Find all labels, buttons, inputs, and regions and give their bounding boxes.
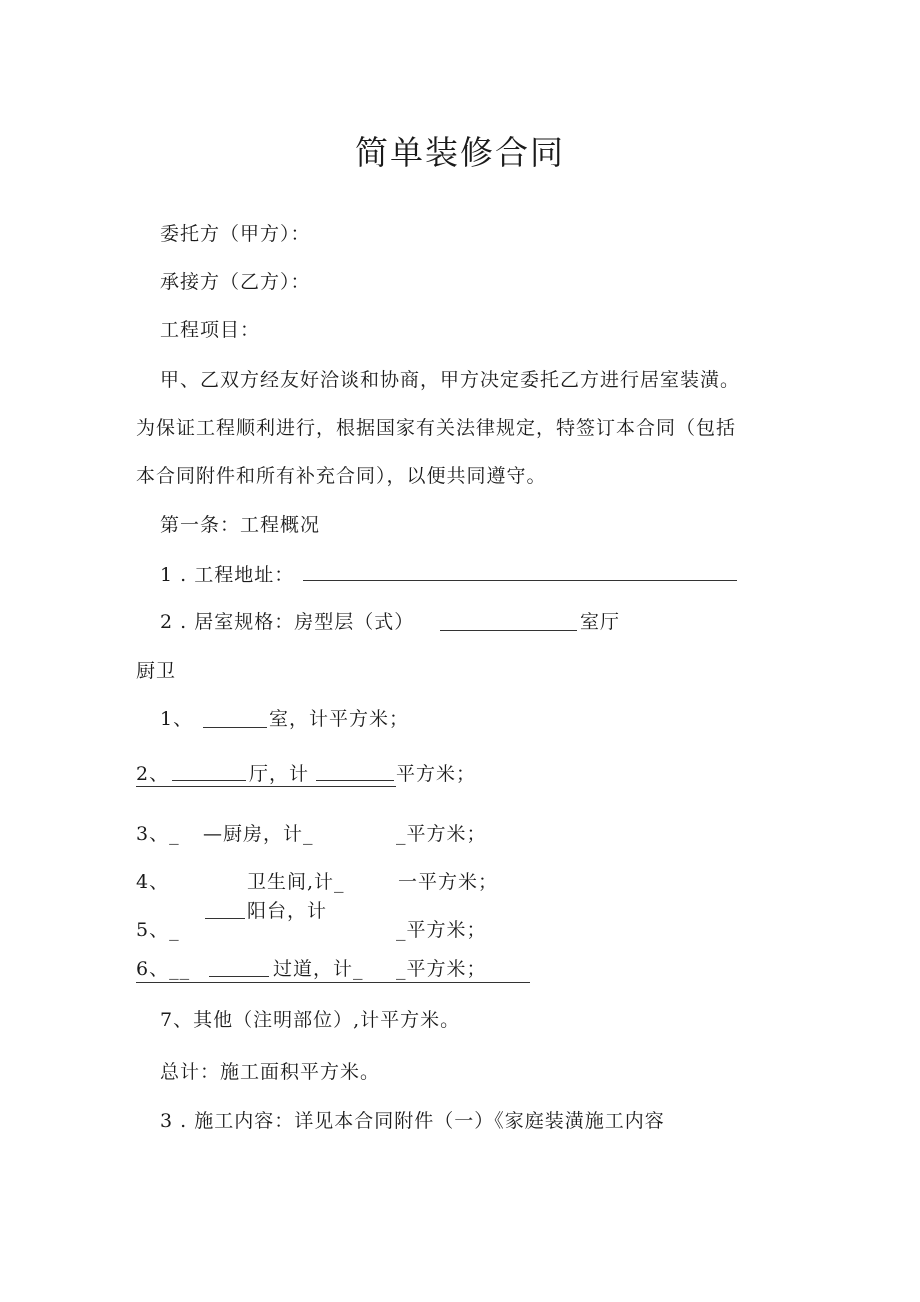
- room-6-tail: _平方米；: [396, 958, 487, 980]
- item-3-content: 3 . 施工内容：详见本合同附件（一）《家庭装潢施工内容: [160, 1110, 665, 1132]
- room-2-mid: 厅，计: [249, 763, 310, 785]
- party-b-label: 承接方（乙方）：: [160, 271, 311, 293]
- room-2-tail: 平方米；: [396, 763, 477, 785]
- room-5-number: 5、_: [136, 919, 180, 941]
- article-1-heading: 第一条：工程概况: [160, 514, 321, 536]
- item-1-address: 1 . 工程地址：: [160, 564, 295, 586]
- room-3-mid: —厨房，计_: [203, 823, 314, 845]
- room-1-number: 1、: [160, 708, 194, 730]
- room-6-mid: 过道，计_: [273, 958, 364, 980]
- project-label: 工程项目：: [160, 319, 261, 341]
- room-4-tail: 一平方米；: [398, 871, 499, 893]
- room-3-number: 3、_: [136, 823, 180, 845]
- party-a-label: 委托方（甲方）：: [160, 223, 311, 245]
- room-1-text: 室，计平方米；: [269, 708, 410, 730]
- room-6-blank: [209, 976, 269, 977]
- room-5-blank: [205, 918, 245, 919]
- room-4-mid: 卫生间,计_: [247, 871, 345, 893]
- room-2-blank-a: [172, 780, 246, 781]
- total-area: 总计：施工面积平方米。: [160, 1061, 381, 1083]
- room-6-number: 6、__: [136, 958, 191, 980]
- room-5-tail: _平方米；: [396, 919, 487, 941]
- room-7-other: 7、其他（注明部位）,计平方米。: [160, 1009, 461, 1031]
- intro-line-1: 甲、乙双方经友好洽谈和协商，甲方决定委托乙方进行居室装潢。: [160, 369, 741, 391]
- spec-blank-line: [440, 630, 577, 631]
- item-2-spec: 2 . 居室规格：房型层（式）: [160, 611, 415, 633]
- item-2-spec-tail: 室厅: [580, 611, 621, 633]
- room-2-number: 2、: [136, 763, 170, 785]
- room-3-tail: _平方米；: [396, 823, 487, 845]
- room-2-blank-b: [316, 780, 394, 781]
- item-2-spec-line-2: 厨卫: [136, 660, 177, 682]
- room-6-underline: [136, 982, 530, 983]
- contract-title: 简单装修合同: [355, 133, 565, 172]
- room-1-blank: [203, 727, 267, 728]
- intro-line-3: 本合同附件和所有补充合同），以便共同遵守。: [136, 465, 547, 487]
- address-blank-line: [303, 580, 737, 581]
- intro-line-2: 为保证工程顺利进行，根据国家有关法律规定，特签订本合同（包括: [136, 417, 737, 439]
- room-2-underline: [136, 786, 396, 787]
- room-5-top: 阳台，计: [247, 900, 328, 922]
- room-4-number: 4、: [136, 871, 170, 893]
